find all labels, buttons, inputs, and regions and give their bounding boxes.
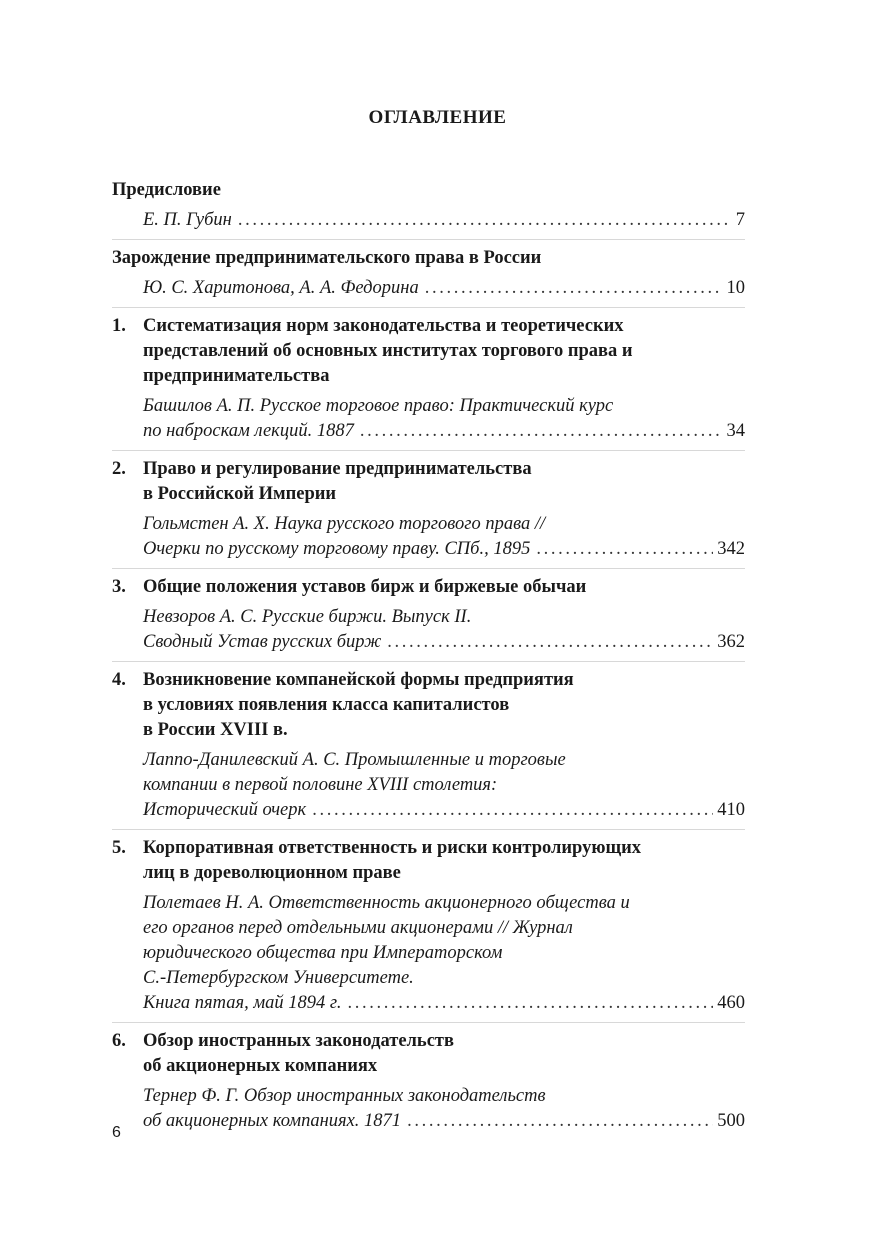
- toc-entry-heading: [112, 457, 745, 507]
- chapter-title: Корпоративная ответственность и риски контролирующих лиц в дореволюционном праве: [143, 838, 641, 883]
- source-reference: [112, 891, 745, 1016]
- chapter-number: 2.: [112, 459, 126, 479]
- entry-page-number[interactable]: 410: [717, 800, 745, 820]
- source-reference: [112, 748, 745, 823]
- page-title: ОГЛАВЛЕНИЕ: [368, 107, 507, 128]
- entry-page-number[interactable]: 7: [735, 210, 745, 230]
- chapter-title: Предисловие: [112, 180, 221, 200]
- entry-page-number[interactable]: 10: [726, 278, 745, 298]
- source-line: Тернер Ф. Г. Обзор иностранных законодательств: [143, 1086, 546, 1106]
- source-reference: [112, 1084, 745, 1134]
- source-last-line: [143, 276, 745, 301]
- source-line: Ю. С. Харитонова, А. А. Федорина: [143, 278, 419, 298]
- dot-leader: [425, 276, 723, 301]
- table-of-contents: [112, 178, 745, 1146]
- chapter-title: Право и регулирование предпринимательства в Российской Империи: [143, 459, 532, 504]
- toc-entry-heading: [112, 668, 745, 743]
- source-line: Сводный Устав русских бирж: [143, 632, 382, 652]
- chapter-title: Систематизация норм законодательства и теоретических представлений об основных институтах торгового права и предпринимательства: [143, 316, 633, 386]
- toc-entry-heading: [112, 1029, 745, 1079]
- source-last-line: [143, 208, 745, 233]
- toc-entry-heading: [112, 178, 745, 203]
- source-reference: [112, 605, 745, 655]
- chapter-title: Общие положения уставов бирж и биржевые обычаи: [143, 577, 587, 597]
- source-last-line: [143, 419, 745, 444]
- source-reference: [112, 208, 745, 233]
- toc-entry-heading: [112, 314, 745, 389]
- source-last-line: [143, 798, 745, 823]
- chapter-number: 5.: [112, 838, 126, 858]
- source-line: Башилов А. П. Русское торговое право: Практический курс: [143, 396, 614, 416]
- entry-page-number[interactable]: 34: [726, 421, 745, 441]
- source-line: С.-Петербургском Университете.: [143, 968, 414, 988]
- chapter-number: 1.: [112, 316, 126, 336]
- source-line: Книга пятая, май 1894 г.: [143, 993, 342, 1013]
- toc-entry[interactable]: [112, 575, 745, 662]
- toc-entry[interactable]: [112, 668, 745, 830]
- entry-page-number[interactable]: 342: [717, 539, 745, 559]
- toc-entry-heading: [112, 836, 745, 886]
- toc-entry[interactable]: [112, 1029, 745, 1140]
- chapter-title: Зарождение предпринимательского права в России: [112, 248, 542, 268]
- source-line: Лаппо-Данилевский А. С. Промышленные и торговые: [143, 750, 566, 770]
- source-last-line: [143, 537, 745, 562]
- entry-page-number[interactable]: 362: [717, 632, 745, 652]
- dot-leader: [238, 208, 732, 233]
- toc-entry[interactable]: [112, 836, 745, 1023]
- chapter-number: 6.: [112, 1031, 126, 1051]
- source-line: компании в первой половине XVIII столетия:: [143, 775, 498, 795]
- dot-leader: [536, 537, 713, 562]
- source-line: его органов перед отдельными акционерами // Журнал: [143, 918, 573, 938]
- source-last-line: [143, 991, 745, 1016]
- dot-leader: [407, 1109, 713, 1134]
- dot-leader: [348, 991, 714, 1016]
- chapter-title: Возникновение компанейской формы предприятия в условиях появления класса капиталистов в России XVIII в.: [143, 670, 574, 740]
- source-last-line: [143, 1109, 745, 1134]
- dot-leader: [387, 630, 713, 655]
- entry-page-number[interactable]: 500: [717, 1111, 745, 1131]
- source-reference: [112, 512, 745, 562]
- source-line: Гольмстен А. Х. Наука русского торгового права //: [143, 514, 546, 534]
- entry-page-number[interactable]: 460: [717, 993, 745, 1013]
- source-line: юридического общества при Императорском: [143, 943, 503, 963]
- chapter-number: 3.: [112, 577, 126, 597]
- source-line: Е. П. Губин: [143, 210, 232, 230]
- dot-leader: [312, 798, 713, 823]
- source-last-line: [143, 630, 745, 655]
- dot-leader: [360, 419, 723, 444]
- source-reference: [112, 276, 745, 301]
- toc-entry[interactable]: [112, 246, 745, 308]
- source-line: по наброскам лекций. 1887: [143, 421, 354, 441]
- source-line: Невзоров А. С. Русские биржи. Выпуск II.: [143, 607, 472, 627]
- chapter-number: 4.: [112, 670, 126, 690]
- toc-entry-heading: [112, 575, 745, 600]
- source-line: Исторический очерк: [143, 800, 307, 820]
- source-line: Полетаев Н. А. Ответственность акционерного общества и: [143, 893, 630, 913]
- chapter-title: Обзор иностранных законодательств об акционерных компаниях: [143, 1031, 455, 1076]
- page-number: 6: [112, 1124, 121, 1141]
- toc-entry[interactable]: [112, 178, 745, 240]
- source-line: Очерки по русскому торговому праву. СПб., 1895: [143, 539, 531, 559]
- toc-entry-heading: [112, 246, 745, 271]
- source-line: об акционерных компаниях. 1871: [143, 1111, 402, 1131]
- toc-entry[interactable]: [112, 314, 745, 451]
- source-reference: [112, 394, 745, 444]
- toc-entry[interactable]: [112, 457, 745, 569]
